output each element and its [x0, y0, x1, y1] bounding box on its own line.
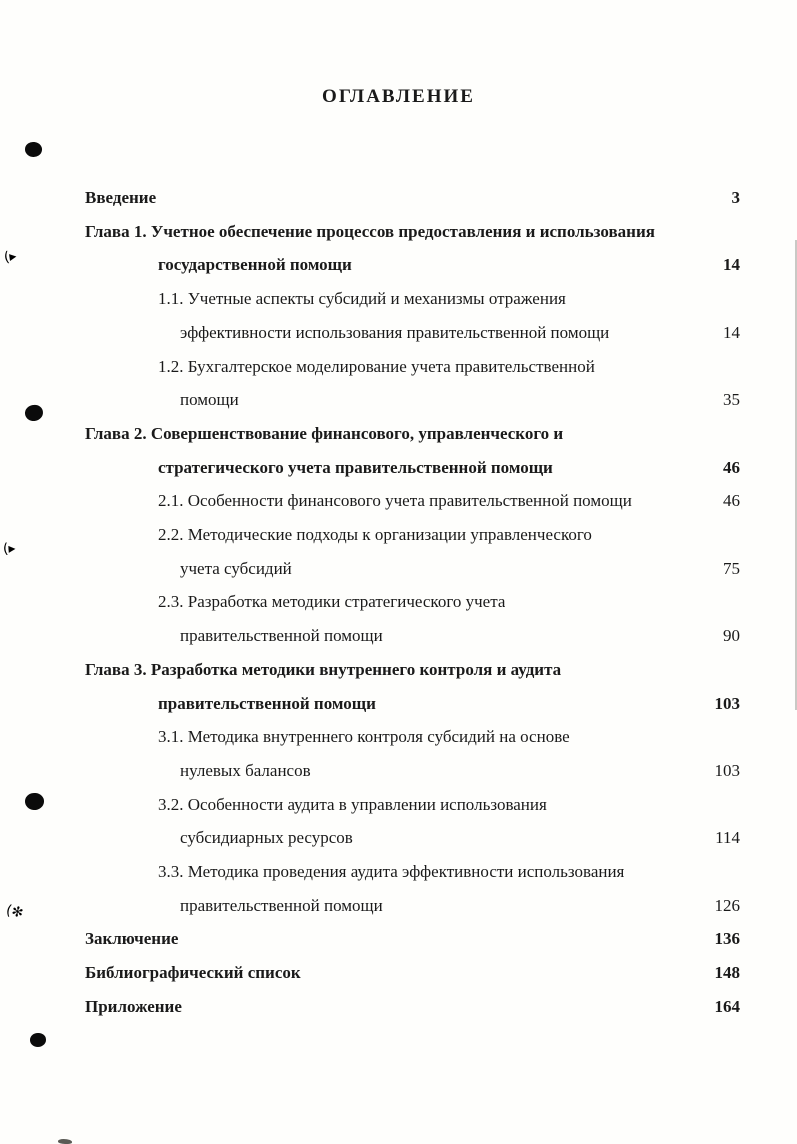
toc-page-number: 14: [723, 322, 740, 342]
toc-page-number: 46: [723, 491, 740, 511]
page-title: ОГЛАВЛЕНИЕ: [322, 86, 475, 107]
scan-hole-dot: [24, 404, 44, 422]
toc-page-number: 90: [723, 626, 740, 646]
toc-row: [85, 821, 740, 855]
toc-entry-text: субсидиарных ресурсов: [180, 828, 353, 848]
toc-row: [85, 922, 740, 956]
toc-entry-text: Глава 3. Разработка методики внутреннего контроля и аудита: [85, 659, 562, 679]
toc-entry-text: 2.3. Разработка методики стратегического учета: [158, 592, 506, 612]
toc-entry-text: помощи: [180, 390, 239, 410]
toc-entry-text: 1.2. Бухгалтерское моделирование учета правительственной: [158, 356, 595, 376]
toc-entry-text: 2.1. Особенности финансового учета правительственной помощи: [158, 491, 632, 511]
ink-blot-icon: (▸: [2, 540, 17, 558]
toc-row: [85, 350, 740, 384]
toc-entry-text: 3.2. Особенности аудита в управлении использования: [158, 794, 547, 814]
toc-page-number: 3: [731, 188, 740, 207]
toc-entry-text: государственной помощи: [158, 255, 352, 275]
toc-page-number: 103: [714, 760, 740, 780]
scan-hole-dot: [24, 141, 43, 158]
toc-row: [85, 518, 740, 552]
toc-entry-text: Глава 1. Учетное обеспечение процессов предоставления и использования: [85, 221, 655, 241]
toc-page-number: 35: [723, 390, 740, 410]
toc-row: [85, 619, 740, 653]
toc-row: [85, 585, 740, 619]
scan-hole-dot: [30, 1033, 46, 1047]
toc-entry-text: Введение: [85, 188, 157, 207]
toc-entry-text: правительственной помощи: [180, 895, 383, 915]
toc-entry-text: правительственной помощи: [180, 626, 383, 646]
toc-page-number: 136: [714, 929, 740, 949]
toc-entry-text: нулевых балансов: [180, 760, 311, 780]
toc-row: [85, 215, 740, 249]
toc-entry-text: 3.3. Методика проведения аудита эффективности использования: [158, 862, 625, 882]
toc-entry-text: 2.2. Методические подходы к организации управленческого: [158, 525, 592, 545]
toc-entry-text: правительственной помощи: [158, 693, 376, 713]
toc-row: [85, 282, 740, 316]
toc-row: [85, 451, 740, 485]
toc-row: [85, 788, 740, 822]
toc-entry-text: стратегического учета правительственной помощи: [158, 457, 553, 477]
toc-row: [85, 754, 740, 788]
toc-page-number: 164: [714, 996, 740, 1016]
toc-row: [85, 855, 740, 889]
toc-row: [85, 653, 740, 687]
toc-row: [85, 181, 740, 215]
scan-hole-dot: [24, 792, 44, 810]
toc-page-number: 46: [723, 457, 740, 477]
ink-blot-icon: (▸: [2, 248, 18, 266]
toc-page-number: 126: [714, 895, 740, 915]
toc-row: [85, 248, 740, 282]
toc-entry-text: Заключение: [85, 929, 179, 949]
toc-row: [85, 316, 740, 350]
toc-row: [85, 687, 740, 721]
toc-row: [85, 383, 740, 417]
toc-page-number: 103: [714, 693, 740, 713]
toc-row: [85, 990, 740, 1024]
toc-page-number: 14: [723, 255, 740, 275]
toc-entry-text: эффективности использования правительственной помощи: [180, 322, 610, 342]
page-edge-speck: [58, 1139, 72, 1144]
toc-entry-text: Библиографический список: [85, 963, 301, 983]
table-of-contents: [85, 181, 740, 1024]
toc-page-number: 148: [714, 963, 740, 983]
toc-entry-text: 1.1. Учетные аспекты субсидий и механизмы отражения: [158, 289, 566, 309]
toc-page-number: 75: [723, 558, 740, 578]
toc-entry-text: 3.1. Методика внутреннего контроля субсидий на основе: [158, 727, 570, 747]
toc-row: [85, 720, 740, 754]
toc-page-number: 114: [715, 828, 740, 848]
toc-entry-text: Приложение: [85, 996, 182, 1016]
ink-blot-icon: (✻: [4, 902, 25, 922]
toc-entry-text: Глава 2. Совершенствование финансового, управленческого и: [85, 423, 564, 443]
toc-row: [85, 417, 740, 451]
toc-row: [85, 889, 740, 923]
toc-row: [85, 956, 740, 990]
toc-entry-text: учета субсидий: [180, 558, 292, 578]
toc-row: [85, 484, 740, 518]
toc-row: [85, 552, 740, 586]
